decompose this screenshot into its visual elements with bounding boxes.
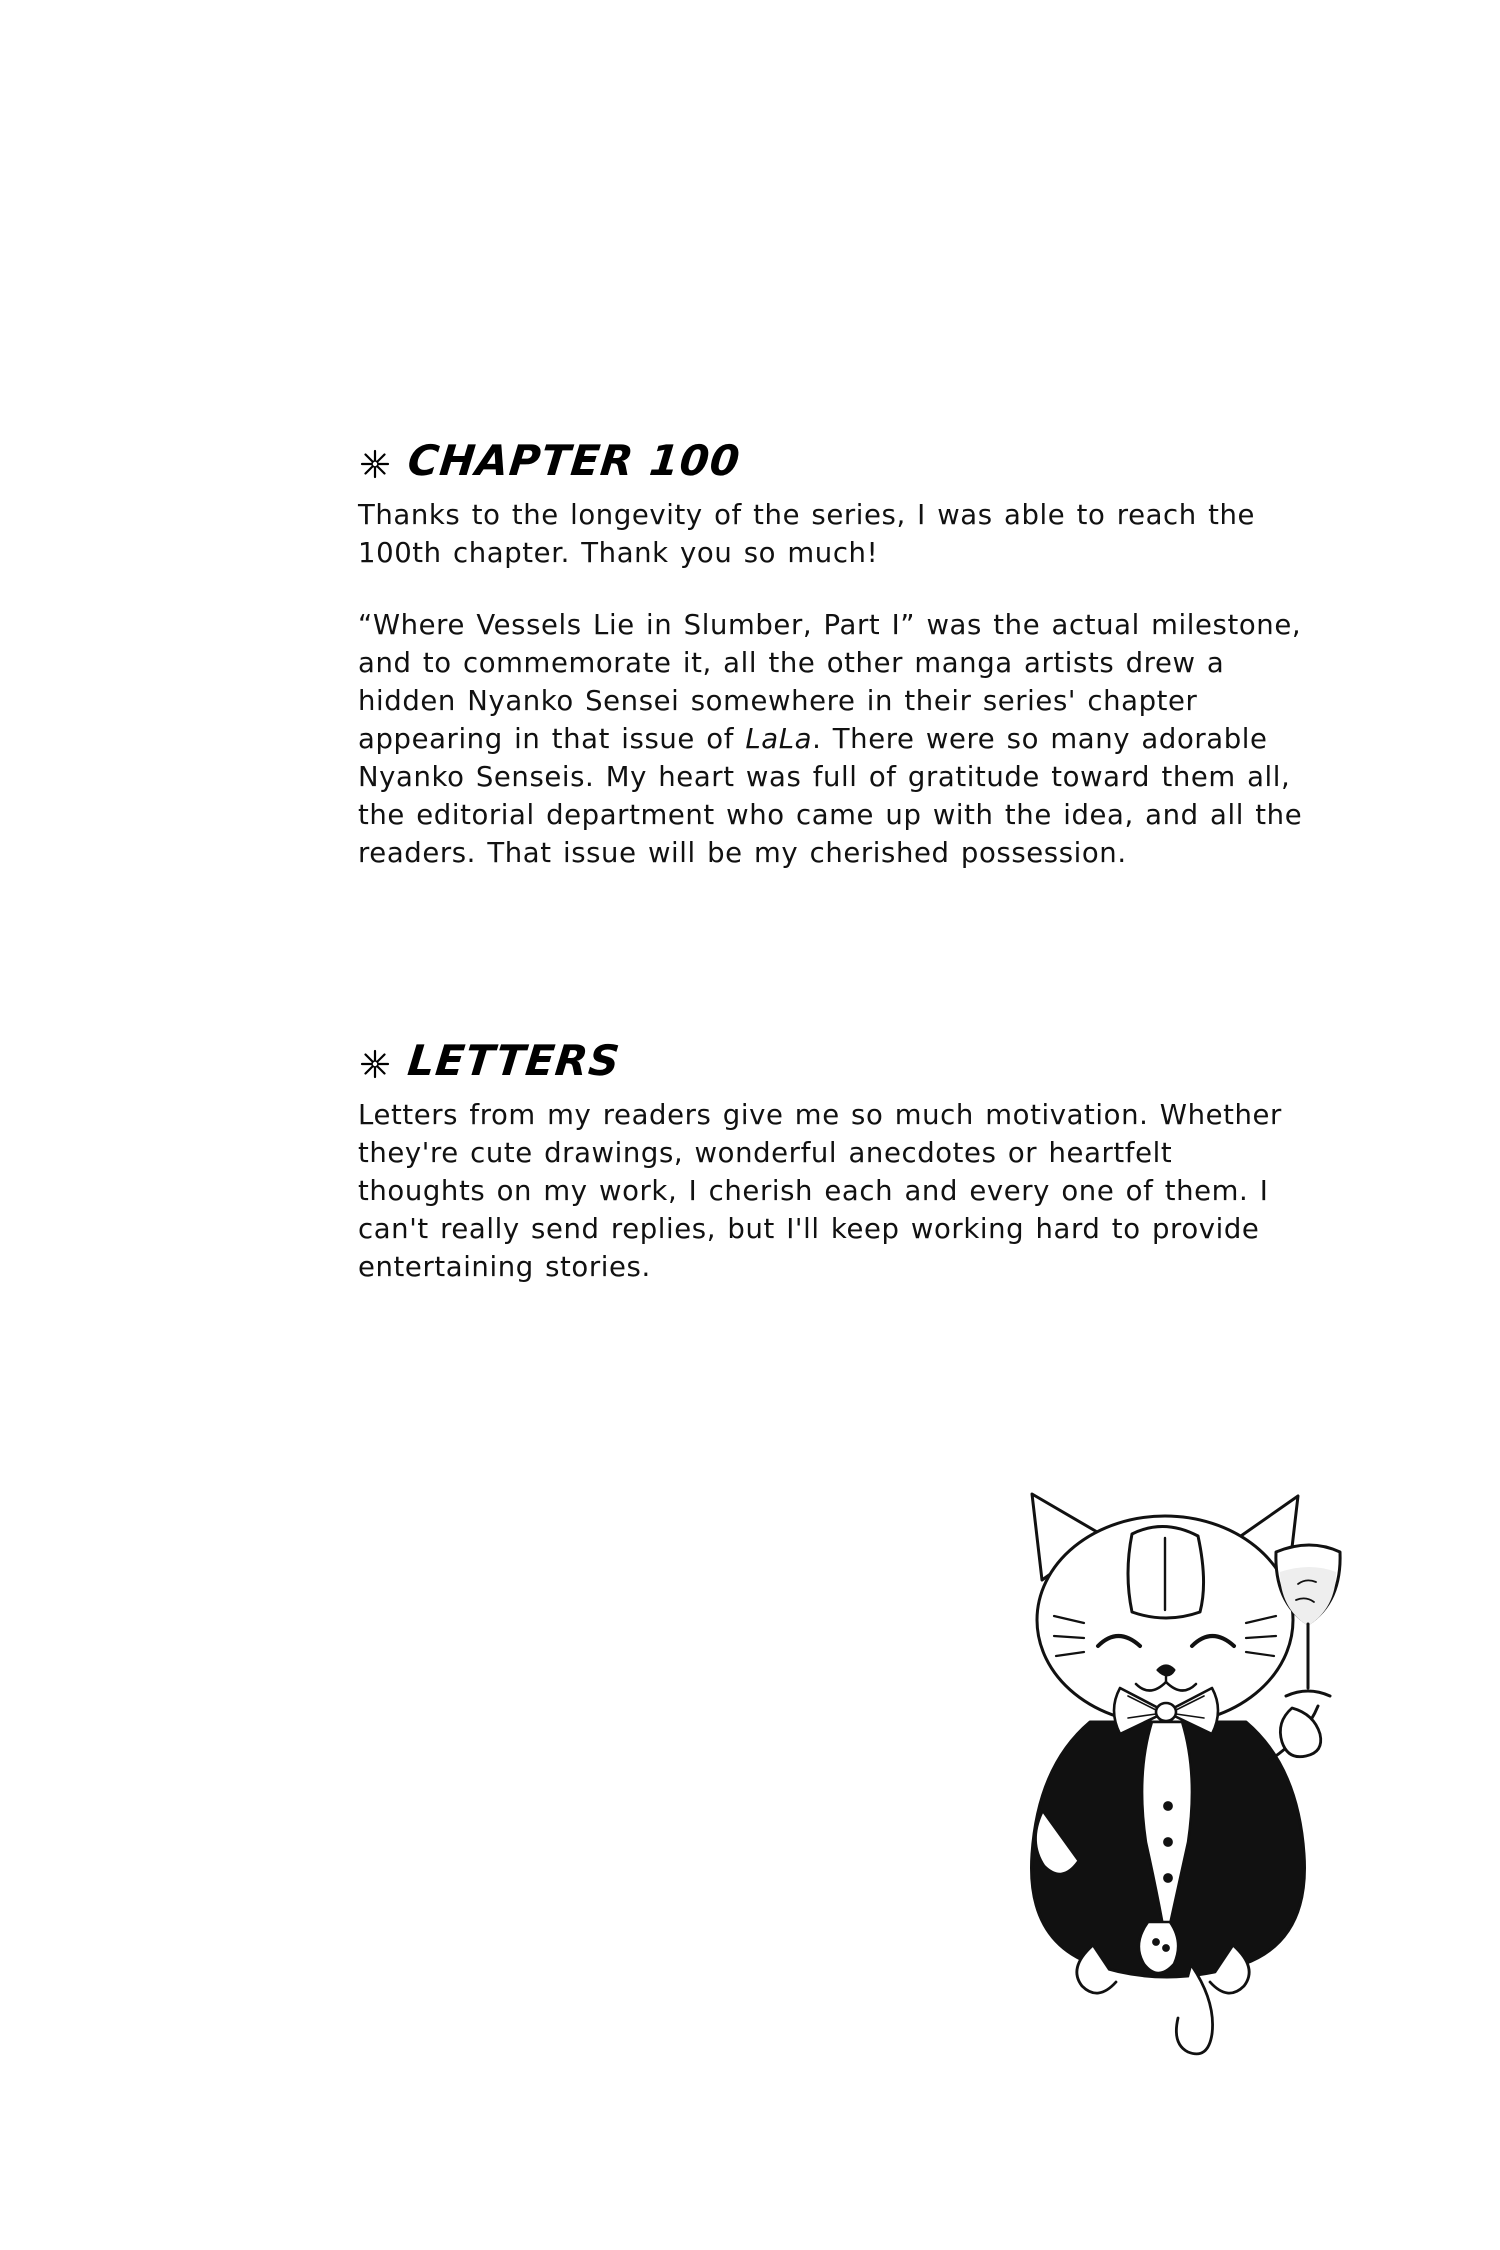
flower-asterisk-icon [358,1047,392,1081]
paragraph: Letters from my readers give me so much motivation. Whether they're cute drawings, wonderful anecdotes or heartfelt thoughts on my work, I cherish each and every one of them. I can't really send replies, but I'll keep working hard to provide entertaining stories. [358,1099,1282,1283]
section-title: LETTERS [405,1036,623,1085]
section-body [358,496,1308,872]
section-heading-row [358,436,1348,485]
paragraph: Thanks to the longevity of the series, I was able to reach the 100th chapter. Thank you so much! [358,499,1256,569]
paragraph: “Where Vessels Lie in Slumber, Part I” was the actual milestone, and to commemorate it, all the other manga artists drew a hidden Nyanko Sensei somewhere in their series' chapter appearing in that issue of LaLa. There were so many adorable Nyanko Senseis. My heart was full of gratitude toward them all, the editorial department who came up with the idea, and all the readers. That issue will be my cherished possession. [358,609,1303,869]
section-letters [358,1036,1348,1286]
flower-asterisk-icon [358,447,392,481]
magazine-title: LaLa [745,723,813,755]
section-body [358,1096,1308,1286]
section-heading-row [358,1036,1348,1085]
nyanko-sensei-illustration [980,1460,1360,2080]
section-chapter-100 [358,436,1348,872]
section-title: CHAPTER 100 [405,436,743,485]
